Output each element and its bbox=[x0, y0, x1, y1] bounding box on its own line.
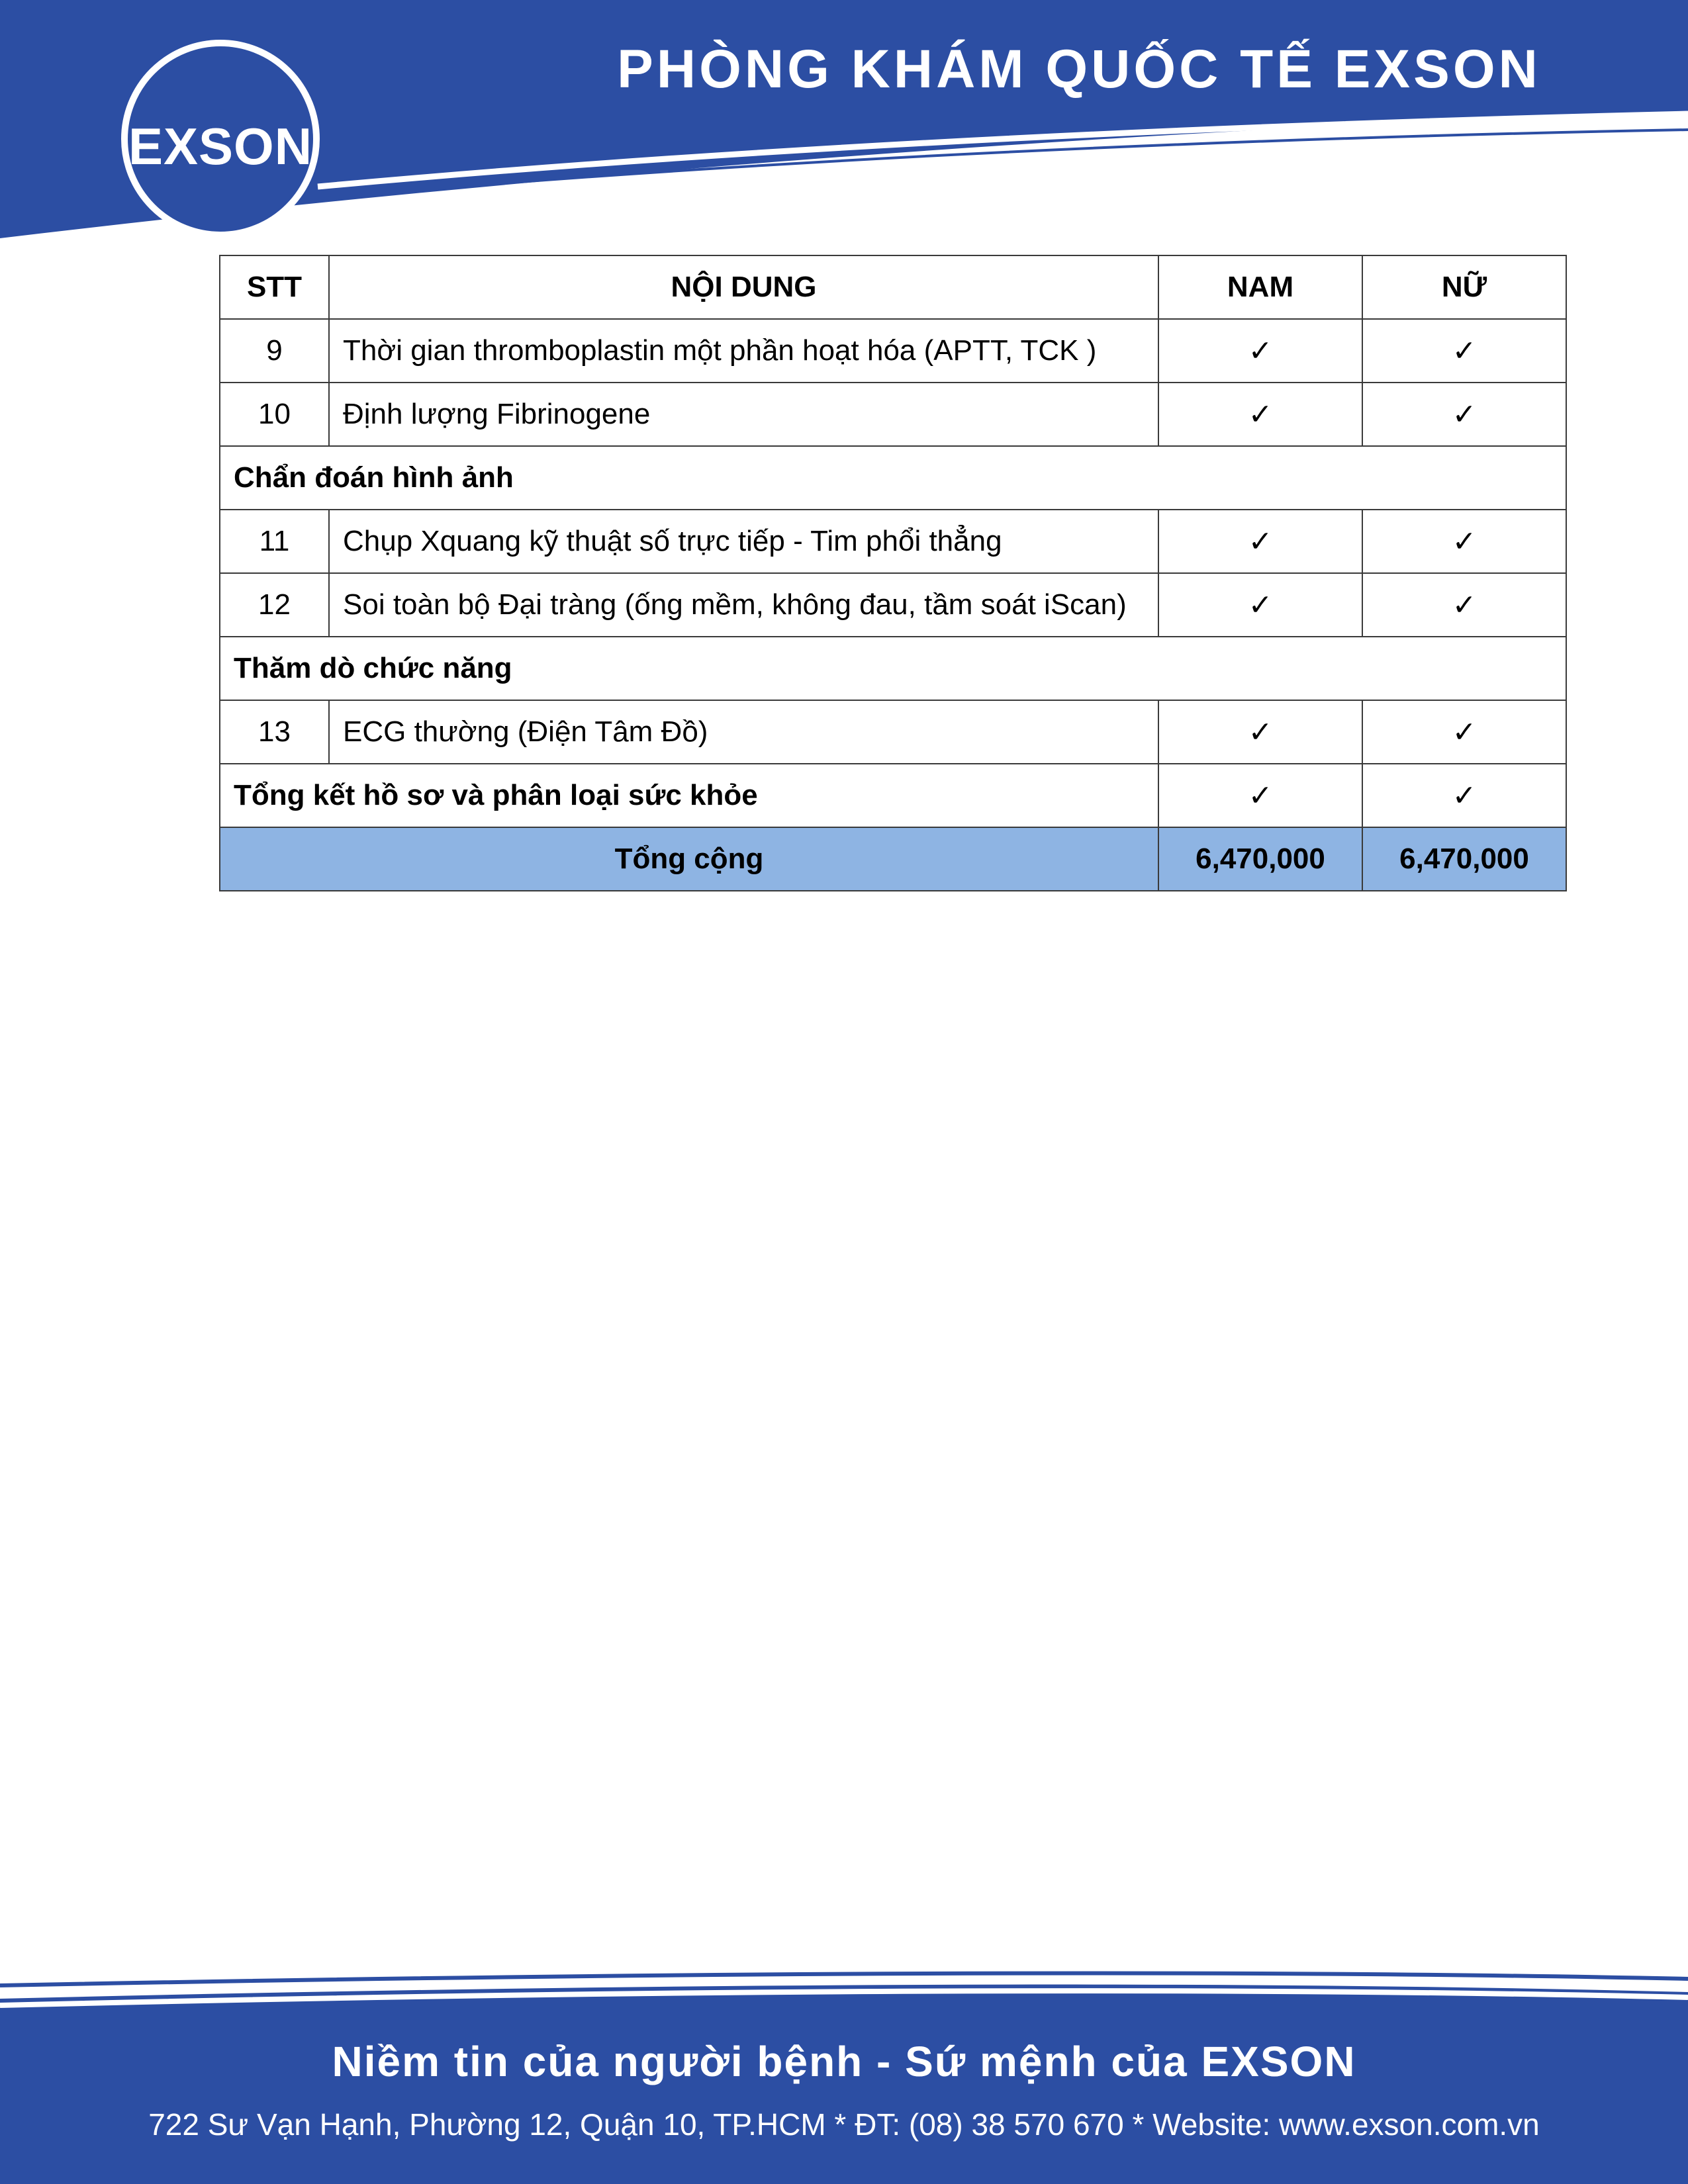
check-icon: ✓ bbox=[1362, 573, 1566, 637]
check-icon: ✓ bbox=[1158, 573, 1362, 637]
table-row bbox=[220, 383, 1566, 446]
row-content: Soi toàn bộ Đại tràng (ống mềm, không đau, tầm soát iScan) bbox=[329, 573, 1158, 637]
header-stt: STT bbox=[220, 255, 329, 319]
clinic-name: PHÒNG KHÁM QUỐC TẾ EXSON bbox=[617, 39, 1541, 99]
row-stt: 11 bbox=[220, 510, 329, 573]
footer-address: 722 Sư Vạn Hạnh, Phường 12, Quận 10, TP.HCM * ĐT: (08) 38 570 670 * Website: www.exson.com.vn bbox=[148, 2107, 1540, 2142]
check-icon: ✓ bbox=[1362, 764, 1566, 827]
clinic-logo bbox=[121, 40, 320, 238]
row-content: ECG thường (Điện Tâm Đồ) bbox=[329, 700, 1158, 764]
check-icon: ✓ bbox=[1362, 510, 1566, 573]
summary-label: Tổng kết hồ sơ và phân loại sức khỏe bbox=[220, 764, 1158, 827]
table-row bbox=[220, 573, 1566, 637]
table-header-row bbox=[220, 255, 1566, 319]
row-stt: 13 bbox=[220, 700, 329, 764]
check-icon: ✓ bbox=[1158, 764, 1362, 827]
summary-row bbox=[220, 764, 1566, 827]
check-icon: ✓ bbox=[1362, 383, 1566, 446]
table-row bbox=[220, 319, 1566, 383]
check-icon: ✓ bbox=[1362, 700, 1566, 764]
section-row bbox=[220, 446, 1566, 510]
row-content: Chụp Xquang kỹ thuật số trực tiếp - Tim phổi thẳng bbox=[329, 510, 1158, 573]
row-stt: 9 bbox=[220, 319, 329, 383]
header-female: NỮ bbox=[1362, 255, 1566, 319]
check-icon: ✓ bbox=[1158, 383, 1362, 446]
footer-slogan: Niềm tin của người bệnh - Sứ mệnh của EXSON bbox=[332, 2038, 1356, 2085]
total-row bbox=[220, 827, 1566, 891]
section-heading: Thăm dò chức năng bbox=[220, 637, 1566, 700]
check-icon: ✓ bbox=[1158, 510, 1362, 573]
check-icon: ✓ bbox=[1158, 700, 1362, 764]
header-male: NAM bbox=[1158, 255, 1362, 319]
table-row bbox=[220, 700, 1566, 764]
total-male: 6,470,000 bbox=[1158, 827, 1362, 891]
header-content: NỘI DUNG bbox=[329, 255, 1158, 319]
section-heading: Chẩn đoán hình ảnh bbox=[220, 446, 1566, 510]
section-row bbox=[220, 637, 1566, 700]
total-female: 6,470,000 bbox=[1362, 827, 1566, 891]
check-icon: ✓ bbox=[1362, 319, 1566, 383]
total-label: Tổng cộng bbox=[220, 827, 1158, 891]
row-content: Thời gian thromboplastin một phần hoạt hóa (APTT, TCK ) bbox=[329, 319, 1158, 383]
logo-text: EXSON bbox=[128, 117, 313, 175]
check-icon: ✓ bbox=[1158, 319, 1362, 383]
table-row bbox=[220, 510, 1566, 573]
row-content: Định lượng Fibrinogene bbox=[329, 383, 1158, 446]
row-stt: 12 bbox=[220, 573, 329, 637]
row-stt: 10 bbox=[220, 383, 329, 446]
services-table bbox=[219, 255, 1567, 891]
